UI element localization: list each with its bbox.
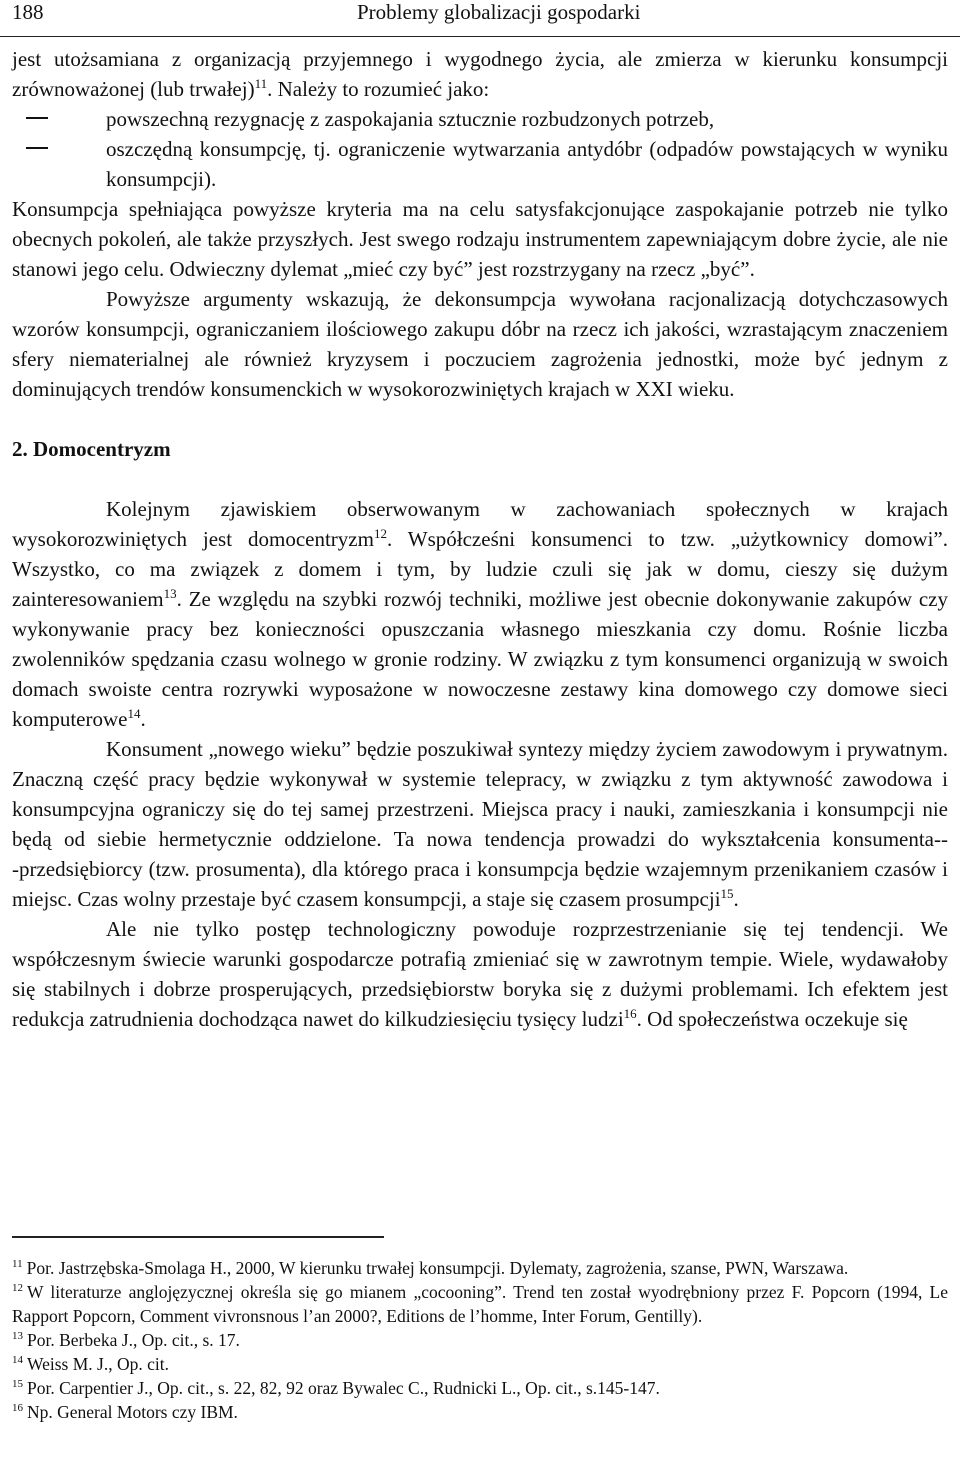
paragraph-5 bbox=[12, 734, 948, 914]
footnote-ref-16[interactable]: 16 bbox=[623, 1006, 637, 1021]
footnote-number: 11 bbox=[12, 1258, 23, 1270]
footnote-number: 12 bbox=[12, 1282, 23, 1294]
dash-list bbox=[12, 104, 948, 194]
footnote-number: 15 bbox=[12, 1378, 23, 1390]
paragraph-1-end: . Należy to rozumieć jako: bbox=[267, 77, 490, 101]
footnote-ref-13[interactable]: 13 bbox=[163, 586, 177, 601]
footnote-ref-15[interactable]: 15 bbox=[720, 886, 734, 901]
footnote bbox=[12, 1328, 948, 1352]
paragraph-5-text-b: . bbox=[733, 887, 739, 911]
main-text bbox=[12, 44, 948, 1034]
paragraph-4-text-a: Kolejnym zjawiskiem obserwowanym w zachowaniach społecznych w krajach wysokorozwiniętych jest domocentryzm bbox=[12, 497, 948, 551]
paragraph-5-text-a: Konsument „nowego wieku” będzie poszukiwał syntezy między życiem zawodowym i prywatnym. Znaczną część pracy będzie wykonywał w systemie telepracy, w związku z tym aktywność zawodowa i konsumpcyjna ograniczy się do tej samej przestrzeni. Miejsca pracy i nauki, zamieszkania i konsumpcji nie będą od siebie hermetycznie oddzielone. Ta nowa tendencja prowadzi do wykształcenia konsumenta-‑przedsiębiorcy (tzw. prosumenta), dla którego praca i konsumpcja będzie wzajemnym przenikaniem czasów i miejsc. Czas wolny przestaje być czasem konsumpcji, a staje się czasem prosumpcji bbox=[12, 737, 948, 911]
footnote-text: Weiss M. J., Op. cit. bbox=[27, 1354, 169, 1374]
paragraph-1-text: jest utożsamiana z organizacją przyjemnego i wygodnego życia, ale zmierza w kierunku konsumpcji zrównoważonej (lub trwałej) bbox=[12, 47, 948, 101]
page-number: 188 bbox=[12, 0, 44, 24]
paragraph-3: Powyższe argumenty wskazują, że dekonsumpcja wywołana racjonalizacją dotychczasowych wzorów konsumpcji, ograniczaniem ilościowego zakupu dóbr na rzecz ich jakości, wzrastającym znaczeniem sfery niematerialnej ale również kryzysem i poczuciem zagrożenia jednostki, może być jednym z dominujących trendów konsumenckich w wysokorozwiniętych krajach w XXI wieku. bbox=[12, 287, 948, 401]
paragraph-6-text-b: . Od społeczeństwa oczekuje się bbox=[636, 1007, 908, 1031]
paragraph-6 bbox=[12, 914, 948, 1034]
footnote bbox=[12, 1376, 948, 1400]
paragraph-4-text-b: . Współcześni konsumenci to tzw. „użytkownicy domowi”. Wszystko, co ma związek z domem i tym, by ludzie czuli się jak w domu, cieszy się dużym zainteresowaniem bbox=[12, 527, 948, 611]
paragraph-4-text-c: . Ze względu na szybki rozwój techniki, możliwe jest obecnie dokonywanie zakupów czy wykonywanie pracy bez konieczności opuszczania własnego mieszkania czy domu. Rośnie liczba zwolenników spędzania czasu wolnego w gronie rodziny. W związku z tym konsumenci organizują w swoich domach swoiste centra rozrywki wyposażone w nowoczesne zestawy kina domowego czy domowe sieci komputerowe bbox=[12, 587, 948, 731]
footnote bbox=[12, 1280, 948, 1328]
footnote bbox=[12, 1352, 948, 1376]
section-heading: 2. Domocentryzm bbox=[12, 437, 171, 461]
footnote-ref-12[interactable]: 12 bbox=[373, 526, 387, 541]
footnote-text: Np. General Motors czy IBM. bbox=[27, 1402, 238, 1422]
page-header bbox=[0, 0, 960, 37]
footnote-number: 14 bbox=[12, 1354, 23, 1366]
footnote-ref-11[interactable]: 11 bbox=[254, 76, 268, 91]
footnote-text: W literaturze anglojęzycznej określa się go mianem „cocooning”. Trend ten został wyodrębniony przez F. Popcorn (1994, Le Rapport Popcorn, Comment vivronsnous l’an 2000?, Editions de l’homme, Inter Forum, Gentilly). bbox=[12, 1282, 948, 1326]
list-item: oszczędną konsumpcję, tj. ograniczenie wytwarzania antydóbr (odpadów powstających w wyniku konsumpcji). bbox=[106, 134, 948, 194]
footnote bbox=[12, 1400, 948, 1424]
footnote bbox=[12, 1256, 948, 1280]
paragraph-4 bbox=[12, 494, 948, 734]
footnote-text: Por. Berbeka J., Op. cit., s. 17. bbox=[27, 1330, 240, 1350]
footnote-number: 13 bbox=[12, 1330, 23, 1342]
paragraph-2: Konsumpcja spełniająca powyższe kryteria ma na celu satysfakcjonujące zaspokajanie potrzeb nie tylko obecnych pokoleń, ale także przyszłych. Jest swego rodzaju instrumentem zapewniającym dobre życie, ale nie stanowi jego celu. Odwieczny dylemat „mieć czy być” jest rozstrzygany na rzecz „być”. bbox=[12, 197, 948, 281]
footnotes bbox=[12, 1256, 948, 1424]
paragraph-4-text-d: . bbox=[140, 707, 146, 731]
footnote-number: 16 bbox=[12, 1402, 23, 1414]
footnote-text: Por. Jastrzębska-Smolaga H., 2000, W kierunku trwałej konsumpcji. Dylematy, zagrożenia, szanse, PWN, Warszawa. bbox=[26, 1258, 849, 1278]
paragraph-1 bbox=[12, 44, 948, 104]
footnote-text: Por. Carpentier J., Op. cit., s. 22, 82, 92 oraz Bywalec C., Rudnicki L., Op. cit., s.145-147. bbox=[27, 1378, 660, 1398]
footnote-divider bbox=[12, 1236, 384, 1238]
paragraph-6-text-a: Ale nie tylko postęp technologiczny powoduje rozprzestrzenianie się tej tendencji. We współczesnym świecie warunki gospodarcze potrafią zmieniać się w zawrotnym tempie. Wiele, wydawałoby się stabilnych i dobrze prosperujących, przedsiębiorstw boryka się z dużymi problemami. Ich efektem jest redukcja zatrudnienia dochodząca nawet do kilkudziesięciu tysięcy ludzi bbox=[12, 917, 948, 1031]
running-title: Problemy globalizacji gospodarki bbox=[357, 0, 641, 24]
footnote-ref-14[interactable]: 14 bbox=[127, 706, 141, 721]
list-item: powszechną rezygnację z zaspokajania sztucznie rozbudzonych potrzeb, bbox=[106, 104, 948, 134]
